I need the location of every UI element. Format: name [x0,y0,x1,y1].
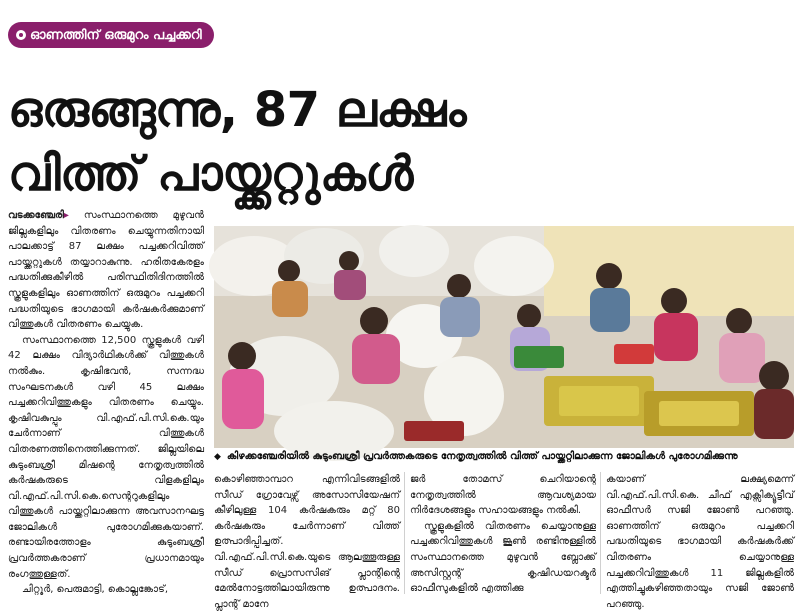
article-column-4 [606,472,794,610]
headline-line-1: ഒരുങ്ങുന്നു, 87 ലക്ഷം [8,82,467,138]
news-photo [214,226,794,448]
paragraph: ജർ തോമസ് ചെറിയാന്റെ നേതൃത്വത്തിൽ ആവശ്യമായ നിർദേശങ്ങളും സഹായങ്ങളും നൽകി. [410,474,596,517]
headline [8,78,788,206]
kicker-text: ഓണത്തിന് ഒരുമുറം പച്ചക്കറി [30,27,202,43]
dateline: വടക്കഞ്ചേരി [8,210,64,221]
caption-marker-icon: ◆ [214,451,221,462]
paragraph: കയാണ് ലക്ഷ്യമെന്ന് വി.എഫ്.പി.സി.കെ. ചീഫ് എക്സിക്യൂട്ടീവ് ഓഫീസർ സജി ജോൺ പറഞ്ഞു. ഓണത്തിന് ഒരുമുറം പച്ചക്കറി പദ്ധതിയുടെ ഭാഗമായി കർഷകർക്ക് വിതരണം ചെയ്യാനുള്ള പച്ചക്കറിവിത്തുകൾ 11 ജില്ലകളിൽ എത്തിച്ചുകഴിഞ്ഞതായും സജി ജോൺ പറഞ്ഞു. [606,474,794,610]
dateline-arrow-icon: ▸ [63,210,69,221]
column-divider [600,472,601,594]
section-kicker-tag [8,22,214,48]
lead-paragraph [8,208,204,333]
paragraph: കൊഴിഞ്ഞാമ്പാറ എന്നിവിടങ്ങളിൽ സീഡ് ഗ്രോവേഴ്സ് അസോസിയേഷന് കീഴിലുള്ള 104 കർഷകരും മറ്റ് 80 കർഷകരും ചേർന്നാണ് വിത്ത് ഉത്പാദിപ്പിച്ചത്. വി.എഫ്.പി.സി.കെ.യുടെ ആലത്തൂരുള്ള സീഡ് പ്രൊസസിങ് പ്ലാന്റിന്റെ മേൽനോട്ടത്തിലായിരുന്നു ഉത്പാദനം. പ്ലാന്റ് മാനേ [214,474,400,610]
photo-illustration [214,226,794,448]
article-column-3 [410,472,596,600]
paragraph: സ്കൂളുകളിൽ വിതരണം ചെയ്യാനുള്ള പച്ചക്കറിവിത്തുകൾ ജൂൺ രണ്ടിനുള്ളിൽ സംസ്ഥാനത്തെ മുഴുവൻ ബ്ലോക്ക് അസിസ്റ്റന്റ് കൃഷിഡയറക്ടർ ഓഫീസുകളിൽ എത്തിക്കു [410,520,596,595]
column-divider [404,472,405,594]
lead-text: സംസ്ഥാനത്തെ മുഴുവൻ ജില്ലകളിലും വിതരണം ചെയ്യുന്നതിനായി പാലക്കാട്ട് 87 ലക്ഷം പച്ചക്കറിവിത്ത് പായ്ക്കറ്റുകൾ തയ്യാറാകുന്നു. ഹരിതകേരളം പദ്ധതിക്കുകീഴിൽ പരിസ്ഥിതിദിനത്തിൽ സ്കൂളുകളിലും ഓണത്തിന് ഒരുമുറം പച്ചക്കറി പദ്ധതിയുടെ ഭാഗമായി കർഷകർക്കുമാണ് വിത്തുകൾ വിതരണം ചെയ്യുക. [8,210,204,331]
article-column-2 [214,472,400,610]
headline-line-2: വിത്ത് പായ്ക്കറ്റുകൾ [8,146,413,202]
paragraph: ചിറ്റൂർ, പെരുമാട്ടി, കൊല്ലങ്കോട്, [22,584,169,596]
paragraph: സംസ്ഥാനത്തെ 12,500 സ്കൂളുകൾ വഴി 42 ലക്ഷം വിദ്യാർഥികൾക്ക് വിത്തുകൾ നൽകും. കൃഷിഭവൻ, സന്നദ്ധ സംഘടനകൾ വഴി 45 ലക്ഷം പച്ചക്കറിവിത്തുകളും വിതരണം ചെയ്യും. കൃഷിവകുപ്പും വി.എഫ്.പി.സി.കെ.യും ചേർന്നാണ് വിത്തുകൾ വിതരണത്തിനെത്തിക്കുന്നത്. ജില്ലയിലെ കുടുംബശ്രീ മിഷന്റെ നേതൃത്വത്തിൽ കർഷകരുടെ വിളകളിലും വി.എഫ്.പി.സി.കെ.സെന്ററുകളിലും വിത്തുകൾ പായ്ക്കറ്റിലാക്കുന്ന അവസാനഘട്ട ജോലികൾ പുരോഗമിക്കുകയാണ്. രണ്ടായിരത്തോളം കുടുംബശ്രീ പ്രവർത്തകരാണ് പ്രധാനമായും രംഗത്തുള്ളത്. [8,334,204,580]
bullet-icon [16,30,26,40]
photo-caption [214,448,794,465]
article-column-1 [8,208,204,598]
caption-text: കിഴക്കഞ്ചേരിയിൽ കുടുംബശ്രീ പ്രവർത്തകരുടെ നേതൃത്വത്തിൽ വിത്ത് പായ്ക്കറ്റിലാക്കുന്ന ജോലികൾ പുരോഗമിക്കുന്നു [226,451,738,462]
